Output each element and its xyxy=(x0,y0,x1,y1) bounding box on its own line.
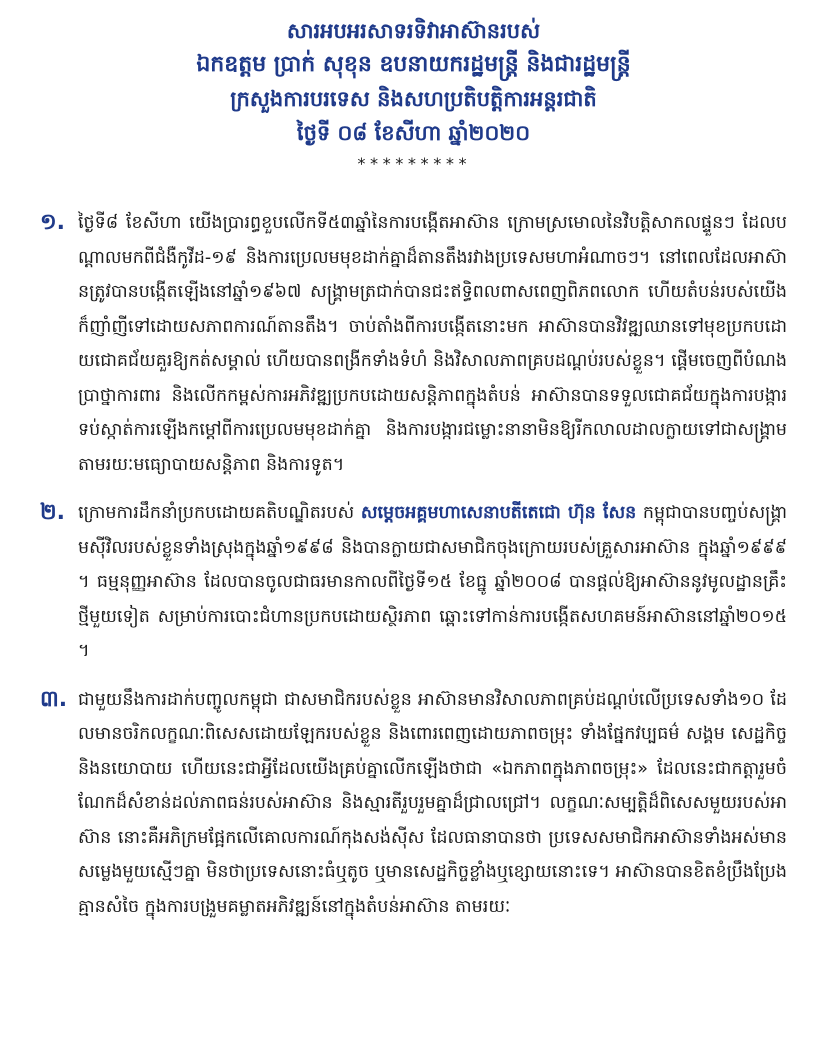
title-line-1: សារអបអរសាទរទិវាអាស៊ានរបស់ xyxy=(286,19,541,43)
paragraph-text-end: កម្ពុជាបានបញ្ចប់សង្គ្រាមស៊ីវិលរបស់ខ្លួនទាំងស្រុងក្នុងឆ្នាំ១៩៩៨ និងបានក្លាយជាសមាជិកចុងក្រោយរបស់គ្រួសារអាស៊ាន ក្នុងឆ្នាំ១៩៩៩។ ធម្មនុញ្ញអាស៊ាន ដែលបានចូលជាធរមានកាលពីថ្ងៃទី១៥ ខែធ្នូ ឆ្នាំ២០០៨ បានផ្តល់ឱ្យអាស៊ាននូវមូលដ្ឋានគ្រឹះថ្មីមួយទៀត សម្រាប់ការបោះជំហានប្រកបដោយស្ថិរភាព ឆ្ពោះទៅកាន់ការបង្កើតសហគមន៍អាស៊ាននៅឆ្នាំ២០១៥។ xyxy=(78,503,787,661)
paragraph-1 xyxy=(40,206,787,482)
document-header xyxy=(40,14,787,176)
leader-name: សម្តេចអគ្គមហាសេនាបតីតេជោ ហ៊ុន សែន xyxy=(360,503,637,523)
title-line-2: ឯកឧត្តម ប្រាក់ សុខុន ឧបនាយករដ្ឋមន្ត្រី និងជារដ្ឋមន្ត្រី xyxy=(196,52,631,77)
separator-stars: ********* xyxy=(356,154,471,173)
paragraph-text-start: ក្រោមការដឹកនាំប្រកបដោយគតិបណ្ឌិតរបស់ xyxy=(78,503,361,523)
paragraph-number: ១. xyxy=(40,210,66,235)
paragraph-3 xyxy=(40,683,787,925)
paragraph-number: ៣. xyxy=(40,686,68,712)
title-line-3: ក្រសួងការបរទេស និងសហប្រតិបត្តិការអន្តរជាតិ xyxy=(230,87,597,111)
paragraph-text: ថ្ងៃទី៨ ខែសីហា យើងប្រារព្ធខួបលើកទី៥៣ឆ្នាំនៃការបង្កើតអាស៊ាន ក្រោមស្រមោលនៃវិបត្តិសាកលផ្ទួនៗ ដែលបណ្តាលមកពីជំងឺកូវីដ-១៩ និងការប្រេលមមុខដាក់គ្នាដ៏តានតឹងរវាងប្រទេសមហាអំណាចៗ។ នៅពេលដែលអាស៊ានត្រូវបានបង្កើតឡើងនៅឆ្នាំ១៩៦៧ សង្គ្រាមត្រជាក់បានជះឥទ្ធិពលពាសពេញពិភពលោក ហើយតំបន់របស់យើងក៏ញាំញីទៅដោយសភាពការណ៍តានតឹង។ ចាប់តាំងពីការបង្កើតនោះមក អាស៊ានបានវិវឌ្ឍឈានទៅមុខប្រកបដោយជោគជ័យគួរឱ្យកត់សម្គាល់ ហើយបានពង្រីកទាំងទំហំ និងវិសាលភាពគ្របដណ្តប់របស់ខ្លួន។ ផ្តើមចេញពីបំណងប្រាថ្នាការពារ និងលើកកម្ពស់ការអភិវឌ្ឍប្រកបដោយសន្តិភាពក្នុងតំបន់ អាស៊ានបានទទួលជោគជ័យក្នុងការបង្ការទប់ស្កាត់ការឡើងកម្តៅពីការប្រេលមមុខដាក់គ្នា និងការបង្ការជម្លោះនានាមិនឱ្យរីកលាលដាលក្លាយទៅជាសង្គ្រាម តាមរយៈមធ្យោបាយសន្តិភាព និងការទូត។ xyxy=(78,213,787,475)
paragraph-text xyxy=(78,496,787,669)
paragraph-number: ២. xyxy=(40,500,66,525)
paragraph-2 xyxy=(40,496,787,669)
paragraph-text: ជាមួយនឹងការដាក់បញ្ចូលកម្ពុជា ជាសមាជិករបស់ខ្លួន អាស៊ានមានវិសាលភាពគ្រប់ដណ្តប់លើប្រទេសទាំង១០ ដែលមានចរិកលក្ខណៈពិសេសដោយឡែករបស់ខ្លួន និងពោរពេញដោយភាពចម្រុះ ទាំងផ្នែកវប្បធម៌ សង្គម សេដ្ឋកិច្ច និងនយោបាយ ហើយនេះជាអ្វីដែលយើងគ្រប់គ្នាលើកឡើងថាជា «ឯកភាពក្នុងភាពចម្រុះ» ដែលនេះជាកត្តារួមចំណែកដ៏សំខាន់ដល់ភាពធន់របស់អាស៊ាន និងស្មារតីរួបរួមគ្នាដ៏ជ្រាលជ្រៅ។ លក្ខណៈសម្បត្តិដ៏ពិសេសមួយរបស់អាស៊ាន នោះគឺអភិក្រមផ្អែកលើគោលការណ៍កុងសង់ស៊ីស ដែលធានាបានថា ប្រទេសសមាជិកអាស៊ានទាំងអស់មានសម្លេងមួយស្មើៗគ្នា មិនថាប្រទេសនោះធំឬតូច ឬមានសេដ្ឋកិច្ចខ្លាំងឬខ្សោយនោះទេ។ អាស៊ានបានខិតខំប្រឹងប្រែងគ្មានសំចៃ ក្នុងការបង្រួមគម្លាតអភិវឌ្ឍន៍នៅក្នុងតំបន់អាស៊ាន តាមរយៈ xyxy=(78,689,787,917)
document-date: ថ្ងៃទី ០៨ ខែសីហា ឆ្នាំ២០២០ xyxy=(296,121,531,145)
